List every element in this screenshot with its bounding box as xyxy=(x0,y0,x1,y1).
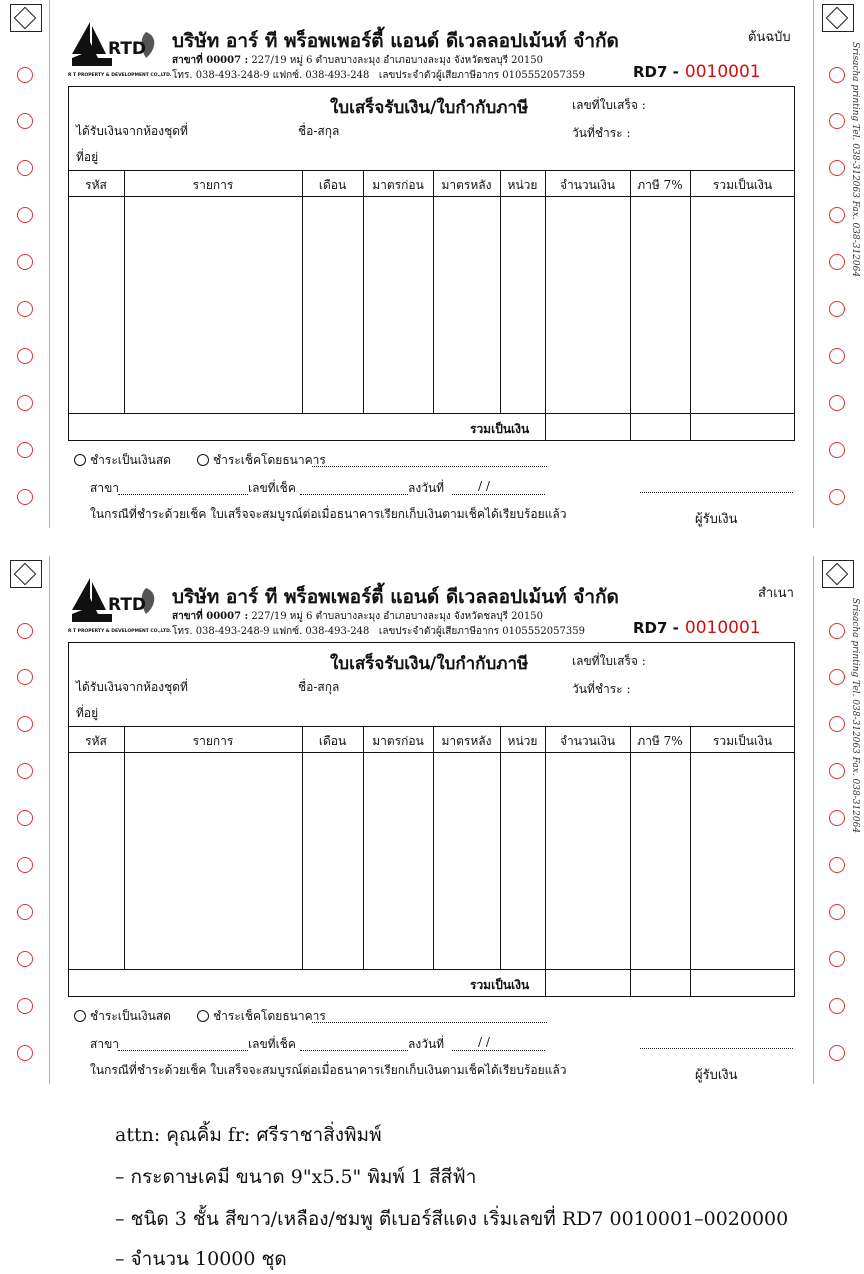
column-header-meter-before: มาตรก่อน xyxy=(372,734,424,748)
copy-label: สำเนา xyxy=(758,586,794,601)
sprocket-hole xyxy=(829,763,845,779)
sprocket-hole xyxy=(17,489,33,505)
total-row-line xyxy=(68,969,795,970)
sprocket-hole xyxy=(829,904,845,920)
column-header-amount: จำนวนเงิน xyxy=(559,178,616,192)
column-divider xyxy=(302,726,303,969)
cash-option-label: ชำระเป็นเงินสด xyxy=(90,1009,171,1023)
company-contact-line: โทร. 038-493-248-9 แฟกซ์. 038-493-248 เลขประจำตัวผู้เสียภาษีอากร 0105552057359 xyxy=(172,626,585,637)
column-header-code: รหัส xyxy=(85,734,107,748)
cheque-note: ในกรณีที่ชำระด้วยเช็ค ใบเสร็จจะสมบูรณ์ต่อเมื่อธนาคารเรียกเก็บเงินตามเช็คได้เรียบร้อยแล้ว xyxy=(90,1063,567,1077)
company-logo-icon xyxy=(68,18,160,74)
column-header-vat: ภาษี 7% xyxy=(637,178,683,192)
printer-credit: Srisacha printing Tel. 038-312063 Fax. 038-312064 xyxy=(850,42,860,278)
receipt-form-original xyxy=(0,0,864,528)
cheque-no-field-label: เลขที่เช็ค xyxy=(248,1037,296,1051)
bank-field-line xyxy=(312,466,547,467)
sprocket-hole xyxy=(17,160,33,176)
column-header-meter-after: มาตรหลัง xyxy=(441,734,492,748)
column-header-vat: ภาษี 7% xyxy=(637,734,683,748)
sprocket-hole xyxy=(17,442,33,458)
sprocket-hole xyxy=(17,254,33,270)
table-top-line xyxy=(68,726,795,727)
paid-date-label: วันที่ชำระ : xyxy=(572,682,631,696)
dated-field-line xyxy=(452,1050,545,1051)
column-divider xyxy=(363,170,364,413)
cash-radio[interactable] xyxy=(74,454,86,466)
company-address-line: สาขาที่ 00007 : 227/19 หมู่ 6 ตำบลบางละมุง อำเภอบางละมุง จังหวัดชลบุรี 20150 xyxy=(172,55,543,66)
receiver-label: ผู้รับเงิน xyxy=(695,1068,738,1083)
sprocket-hole xyxy=(17,669,33,685)
company-name: บริษัท อาร์ ที พร็อพเพอร์ตี้ แอนด์ ดีเวลลอปเม้นท์ จำกัด xyxy=(172,586,619,608)
dated-field-line xyxy=(452,494,545,495)
cheque-radio[interactable] xyxy=(197,454,209,466)
sprocket-hole xyxy=(829,301,845,317)
note-line-quantity: – จำนวน 10000 ชุด xyxy=(115,1248,287,1270)
sprocket-hole xyxy=(829,857,845,873)
company-logo-icon xyxy=(68,574,160,630)
column-header-meter-after: มาตรหลัง xyxy=(441,178,492,192)
column-header-item: รายการ xyxy=(192,734,234,748)
sprocket-hole xyxy=(829,1045,845,1061)
column-divider xyxy=(545,170,546,441)
perforation-line-right xyxy=(813,556,814,1084)
branch-field-line xyxy=(118,1050,248,1051)
column-divider xyxy=(433,170,434,413)
sprocket-hole xyxy=(829,395,845,411)
receipt-no-label: เลขที่ใบเสร็จ : xyxy=(572,654,646,668)
form-title: ใบเสร็จรับเงิน/ใบกำกับภาษี xyxy=(330,98,529,118)
column-header-code: รหัส xyxy=(85,178,107,192)
column-divider xyxy=(690,726,691,997)
logo-subtext: R T PROPERTY & DEVELOPMENT CO.,LTD. xyxy=(68,629,172,634)
column-divider xyxy=(500,170,501,413)
sprocket-hole xyxy=(17,998,33,1014)
column-header-total: รวมเป็นเงิน xyxy=(712,178,773,192)
sprocket-hole xyxy=(829,810,845,826)
cheque-note: ในกรณีที่ชำระด้วยเช็ค ใบเสร็จจะสมบูรณ์ต่อเมื่อธนาคารเรียกเก็บเงินตามเช็คได้เรียบร้อยแล้ว xyxy=(90,507,567,521)
copy-label: ต้นฉบับ xyxy=(748,30,791,45)
cheque-no-field-label: เลขที่เช็ค xyxy=(248,481,296,495)
company-name: บริษัท อาร์ ที พร็อพเพอร์ตี้ แอนด์ ดีเวลลอปเม้นท์ จำกัด xyxy=(172,30,619,52)
document-number: RD7 - 0010001 xyxy=(633,618,761,638)
receipt-no-label: เลขที่ใบเสร็จ : xyxy=(572,98,646,112)
bank-field-line xyxy=(312,1022,547,1023)
sprocket-hole xyxy=(17,810,33,826)
sprocket-hole xyxy=(17,348,33,364)
dated-field-label: ลงวันที่ xyxy=(408,481,445,495)
column-header-month: เดือน xyxy=(318,178,347,192)
cash-option-label: ชำระเป็นเงินสด xyxy=(90,453,171,467)
address-label: ที่อยู่ xyxy=(76,706,99,720)
column-header-item: รายการ xyxy=(192,178,234,192)
note-line-paper: – กระดาษเคมี ขนาด 9"x5.5" พิมพ์ 1 สีสีฟ้า xyxy=(115,1166,477,1188)
column-header-unit: หน่วย xyxy=(507,178,538,192)
column-header-meter-before: มาตรก่อน xyxy=(372,178,424,192)
cheque-no-field-line xyxy=(300,1050,408,1051)
date-slashes: / / xyxy=(478,1035,490,1049)
sprocket-hole xyxy=(829,67,845,83)
sprocket-hole xyxy=(829,998,845,1014)
note-line-attn: attn: คุณคิ้ม fr: ศรีราชาสิ่งพิมพ์ xyxy=(115,1124,382,1146)
branch-field-label: สาขา xyxy=(90,481,120,495)
cash-radio[interactable] xyxy=(74,1010,86,1022)
sprocket-hole xyxy=(829,669,845,685)
total-label: รวมเป็นเงิน xyxy=(470,978,530,992)
cheque-radio[interactable] xyxy=(197,1010,209,1022)
sprocket-hole xyxy=(17,67,33,83)
form-title: ใบเสร็จรับเงิน/ใบกำกับภาษี xyxy=(330,654,529,674)
signature-line xyxy=(640,1048,793,1049)
sprocket-hole xyxy=(17,207,33,223)
sprocket-hole xyxy=(829,348,845,364)
column-header-month: เดือน xyxy=(318,734,347,748)
date-slashes: / / xyxy=(478,479,490,493)
column-header-total: รวมเป็นเงิน xyxy=(712,734,773,748)
column-divider xyxy=(363,726,364,969)
column-divider xyxy=(302,170,303,413)
signature-line xyxy=(640,492,793,493)
note-line-layers: – ชนิด 3 ชั้น สีขาว/เหลือง/ชมพู ตีเบอร์สีแดง เริ่มเลขที่ RD7 0010001–0020000 xyxy=(115,1208,789,1230)
column-header-unit: หน่วย xyxy=(507,734,538,748)
column-divider xyxy=(630,726,631,997)
printer-credit: Srisacha printing Tel. 038-312063 Fax. 038-312064 xyxy=(850,598,860,834)
received-from-label: ได้รับเงินจากห้องชุดที่ xyxy=(76,680,188,694)
total-row-line xyxy=(68,413,795,414)
column-divider xyxy=(690,170,691,441)
sprocket-hole xyxy=(829,207,845,223)
column-divider xyxy=(545,726,546,997)
header-bottom-line xyxy=(68,196,795,197)
sprocket-hole xyxy=(829,442,845,458)
sprocket-hole xyxy=(17,857,33,873)
sprocket-hole xyxy=(17,716,33,732)
document-number: RD7 - 0010001 xyxy=(633,62,761,82)
name-label: ชื่อ-สกุล xyxy=(298,124,340,138)
sprocket-hole xyxy=(17,395,33,411)
company-contact-line: โทร. 038-493-248-9 แฟกซ์. 038-493-248 เลขประจำตัวผู้เสียภาษีอากร 0105552057359 xyxy=(172,70,585,81)
received-from-label: ได้รับเงินจากห้องชุดที่ xyxy=(76,124,188,138)
sprocket-hole xyxy=(17,763,33,779)
logo-text: RTD xyxy=(108,39,147,59)
company-address-line: สาขาที่ 00007 : 227/19 หมู่ 6 ตำบลบางละมุง อำเภอบางละมุง จังหวัดชลบุรี 20150 xyxy=(172,611,543,622)
sprocket-hole xyxy=(829,716,845,732)
sprocket-hole xyxy=(829,623,845,639)
address-label: ที่อยู่ xyxy=(76,150,99,164)
sprocket-hole xyxy=(17,623,33,639)
dated-field-label: ลงวันที่ xyxy=(408,1037,445,1051)
branch-field-label: สาขา xyxy=(90,1037,120,1051)
perforation-line-right xyxy=(813,0,814,528)
cheque-option-label: ชำระเช็คโดยธนาคาร xyxy=(213,1009,326,1023)
logo-subtext: R T PROPERTY & DEVELOPMENT CO.,LTD. xyxy=(68,73,172,78)
name-label: ชื่อ-สกุล xyxy=(298,680,340,694)
sprocket-hole xyxy=(17,1045,33,1061)
paid-date-label: วันที่ชำระ : xyxy=(572,126,631,140)
perforation-line-left xyxy=(49,556,50,1084)
header-bottom-line xyxy=(68,752,795,753)
column-divider xyxy=(124,170,125,413)
sprocket-hole xyxy=(829,951,845,967)
total-label: รวมเป็นเงิน xyxy=(470,422,530,436)
column-divider xyxy=(433,726,434,969)
receipt-form-copy xyxy=(0,556,864,1084)
column-divider xyxy=(124,726,125,969)
sprocket-hole xyxy=(829,254,845,270)
column-header-amount: จำนวนเงิน xyxy=(559,734,616,748)
sprocket-hole xyxy=(17,951,33,967)
cheque-option-label: ชำระเช็คโดยธนาคาร xyxy=(213,453,326,467)
perforation-line-left xyxy=(49,0,50,528)
sprocket-hole xyxy=(17,904,33,920)
table-top-line xyxy=(68,170,795,171)
branch-field-line xyxy=(118,494,248,495)
sprocket-hole xyxy=(829,113,845,129)
sprocket-hole xyxy=(17,301,33,317)
receiver-label: ผู้รับเงิน xyxy=(695,512,738,527)
sprocket-hole xyxy=(17,113,33,129)
column-divider xyxy=(500,726,501,969)
logo-text: RTD xyxy=(108,595,147,615)
cheque-no-field-line xyxy=(300,494,408,495)
column-divider xyxy=(630,170,631,441)
sprocket-hole xyxy=(829,160,845,176)
sprocket-hole xyxy=(829,489,845,505)
